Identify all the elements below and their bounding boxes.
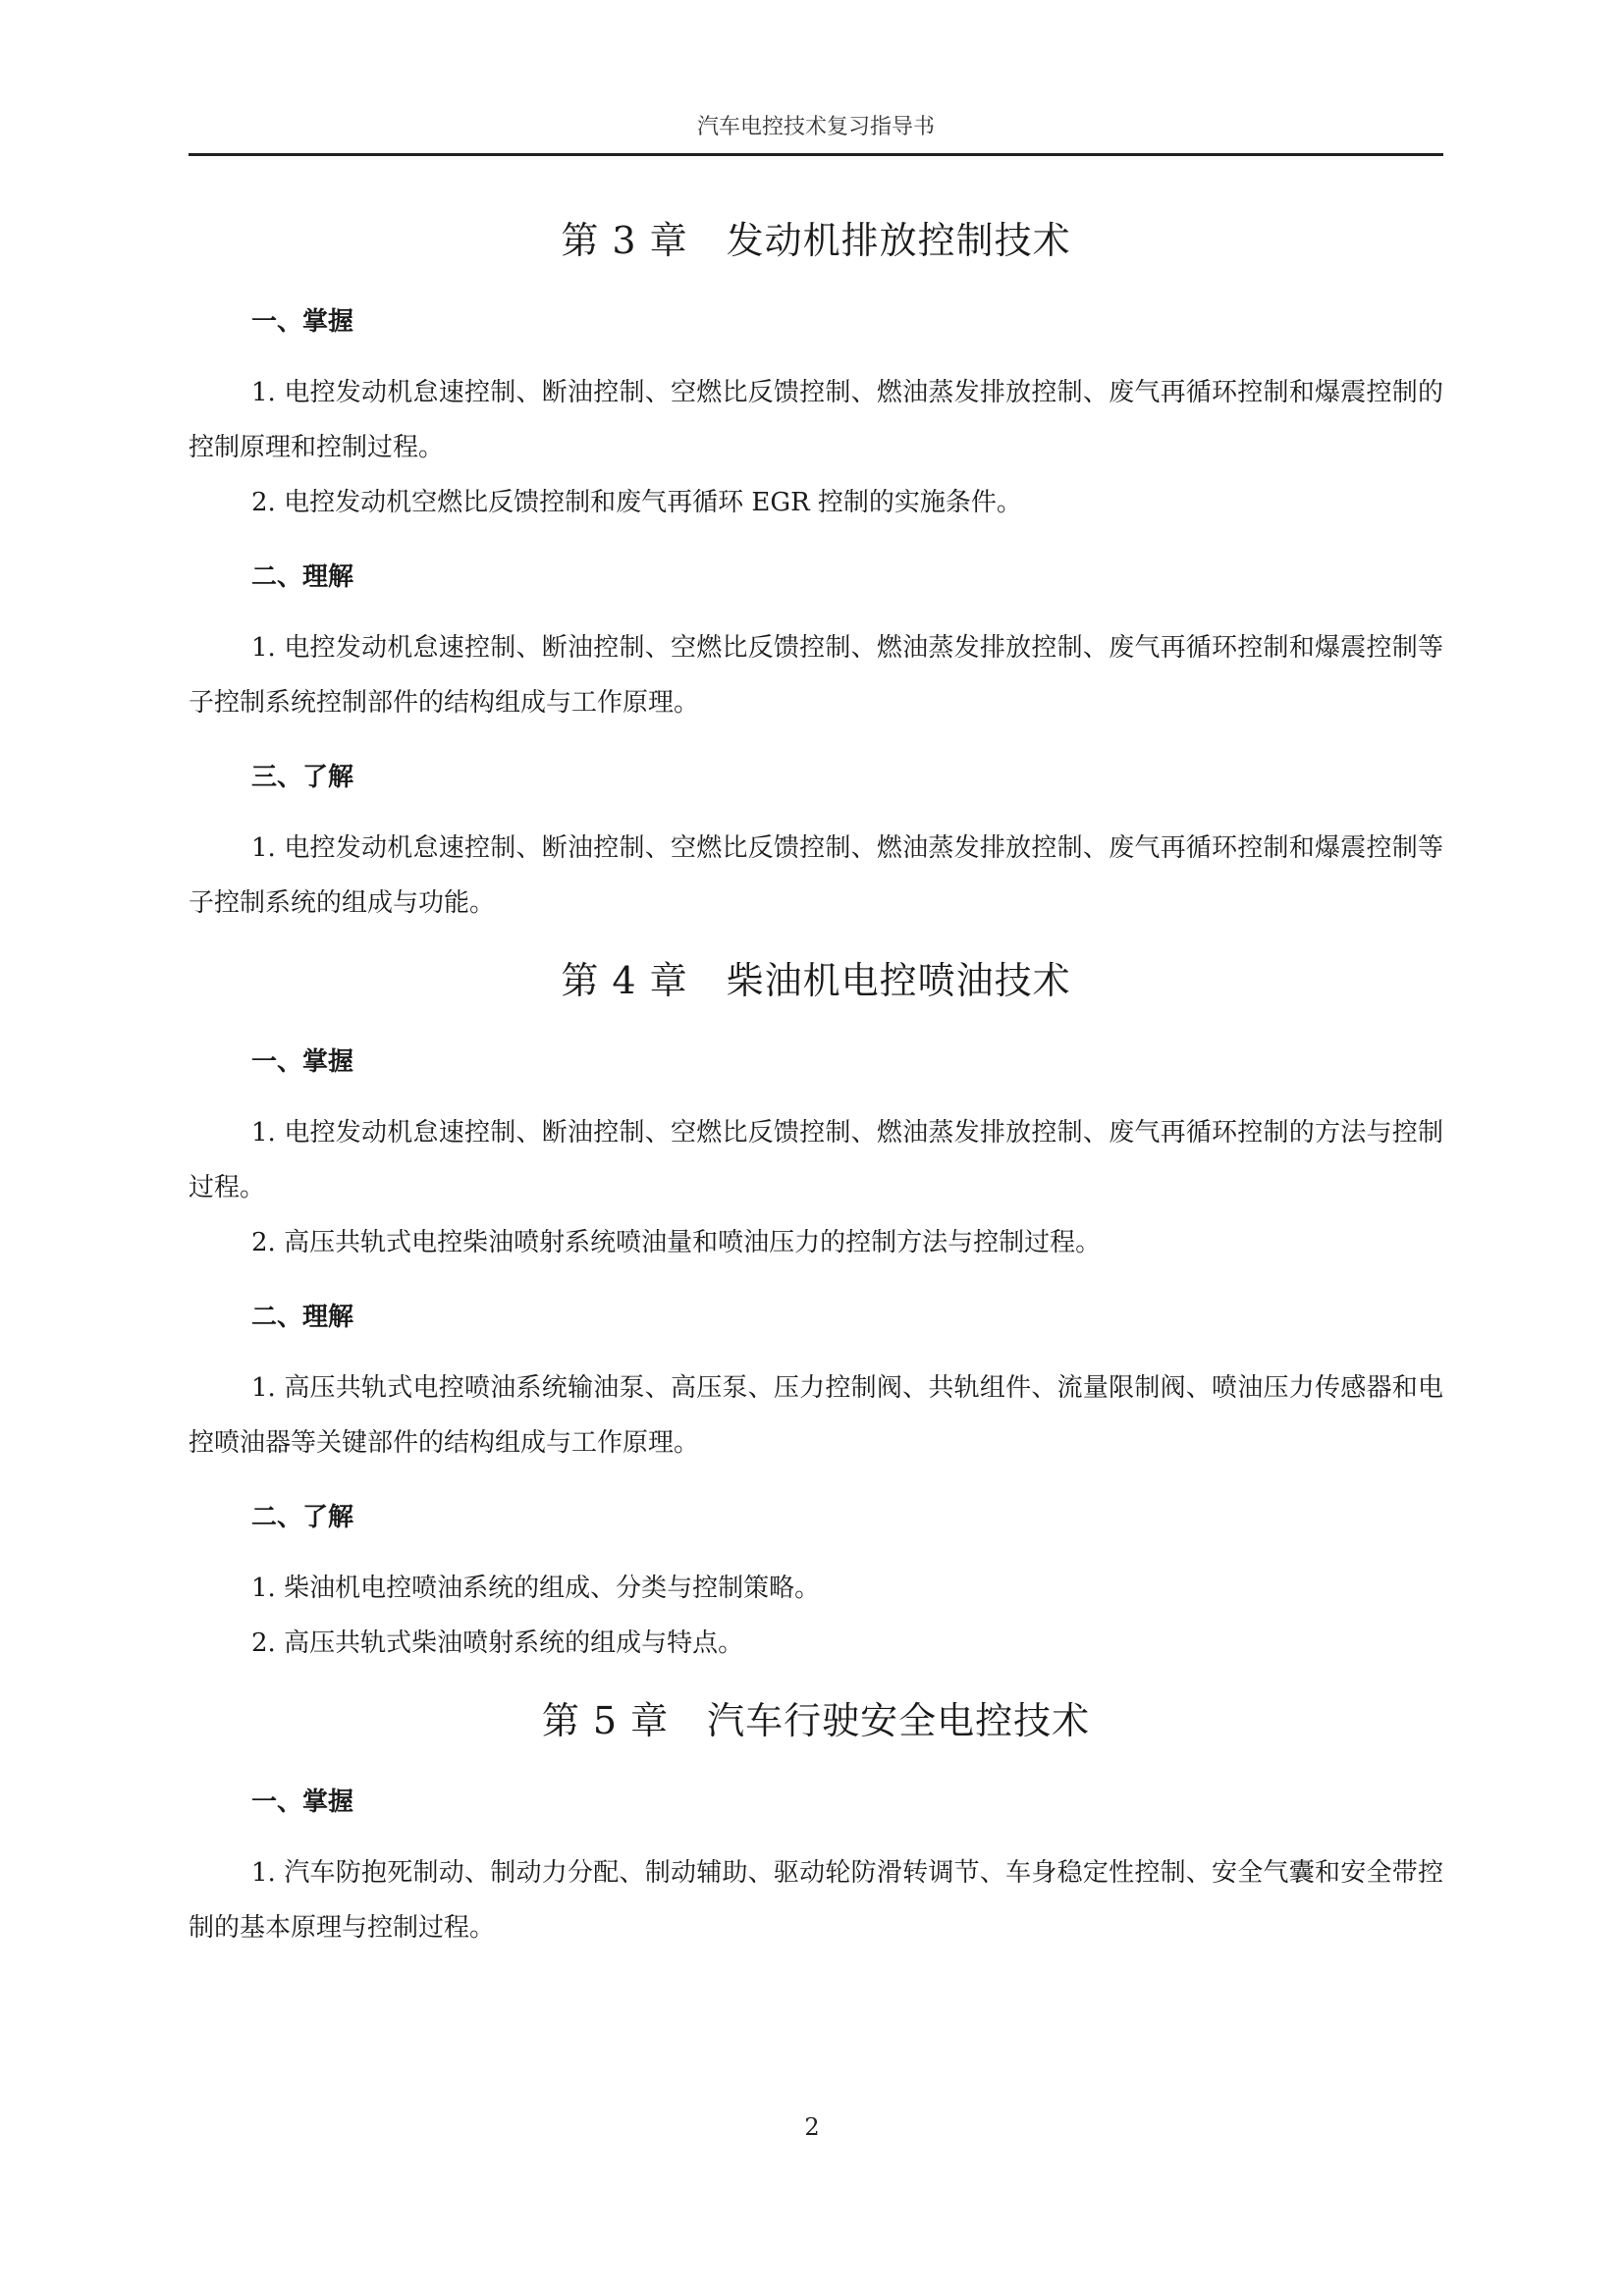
page-header: [189, 110, 1443, 156]
list-item: 1. 电控发动机怠速控制、断油控制、空燃比反馈控制、燃油蒸发排放控制、废气再循环控制和爆震控制等子控制系统的组成与功能。: [189, 833, 1443, 918]
section-heading: 二、理解: [251, 562, 354, 592]
chapter-title: 第 5 章 汽车行驶安全电控技术: [541, 1699, 1091, 1742]
chapter-title: 第 4 章 柴油机电控喷油技术: [561, 959, 1071, 1002]
chapter-3: [189, 206, 1443, 931]
list-item: 1. 高压共轨式电控喷油系统输油泵、高压泵、压力控制阀、共轨组件、流量限制阀、喷油压力传感器和电控喷油器等关键部件的结构组成与工作原理。: [189, 1373, 1443, 1458]
chapter-title: 第 3 章 发动机排放控制技术: [561, 219, 1071, 262]
section-know: [189, 1496, 1443, 1671]
section-understand: [189, 1296, 1443, 1470]
section-master: [189, 300, 1443, 530]
section-know: [189, 756, 1443, 931]
page-number: 2: [804, 2113, 820, 2141]
section-heading: 一、掌握: [251, 1047, 354, 1077]
chapter-5: [189, 1686, 1443, 1955]
section-understand: [189, 556, 1443, 730]
section-master: [189, 1781, 1443, 1955]
chapter-4: [189, 946, 1443, 1671]
list-item: 2. 高压共轨式柴油喷射系统的组成与特点。: [251, 1629, 744, 1658]
list-item: 1. 电控发动机怠速控制、断油控制、空燃比反馈控制、燃油蒸发排放控制、废气再循环控制的方法与控制过程。: [189, 1118, 1443, 1202]
header-title: 汽车电控技术复习指导书: [696, 115, 935, 139]
list-item: 1. 电控发动机怠速控制、断油控制、空燃比反馈控制、燃油蒸发排放控制、废气再循环控制和爆震控制的控制原理和控制过程。: [189, 378, 1443, 462]
list-item: 2. 高压共轨式电控柴油喷射系统喷油量和喷油压力的控制方法与控制过程。: [251, 1228, 1102, 1257]
section-heading: 一、掌握: [251, 1788, 354, 1817]
section-heading: 三、了解: [251, 763, 354, 792]
section-heading: 二、了解: [251, 1503, 354, 1532]
document-body: [189, 206, 1443, 1955]
section-heading: 一、掌握: [251, 307, 354, 337]
section-heading: 二、理解: [251, 1303, 354, 1332]
section-master: [189, 1041, 1443, 1270]
list-item: 1. 汽车防抱死制动、制动力分配、制动辅助、驱动轮防滑转调节、车身稳定性控制、安全气囊和安全带控制的基本原理与控制过程。: [189, 1858, 1443, 1943]
list-item: 1. 电控发动机怠速控制、断油控制、空燃比反馈控制、燃油蒸发排放控制、废气再循环控制和爆震控制等子控制系统控制部件的结构组成与工作原理。: [189, 633, 1443, 718]
list-item: 2. 电控发动机空燃比反馈控制和废气再循环 EGR 控制的实施条件。: [251, 488, 1022, 517]
list-item: 1. 柴油机电控喷油系统的组成、分类与控制策略。: [251, 1574, 821, 1603]
